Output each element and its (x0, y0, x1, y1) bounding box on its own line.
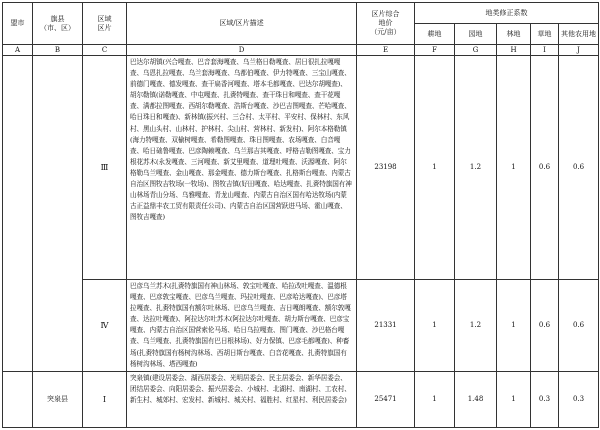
column-letter: H (497, 45, 531, 56)
land-price-table-sheet (2, 2, 598, 428)
table-row (3, 280, 599, 372)
forest-coef-cell: 1 (497, 280, 531, 372)
header-price: 区片综合 地价 （元/亩） (357, 3, 415, 45)
column-letter: C (83, 45, 127, 56)
header-row-1 (3, 3, 599, 24)
column-letter: D (127, 45, 357, 56)
land-price-table (2, 2, 599, 428)
header-garden: 园地 (455, 24, 497, 45)
header-grass: 草地 (531, 24, 559, 45)
price-cell: 25471 (357, 371, 415, 427)
other-coef-cell: 0.6 (559, 280, 599, 372)
garden-coef-cell: 1.2 (455, 280, 497, 372)
column-letter: B (33, 45, 83, 56)
farmland-coef-cell: 1 (415, 56, 455, 280)
table-row (3, 56, 599, 280)
zone-cell: Ⅳ (83, 280, 127, 372)
header-forest: 林地 (497, 24, 531, 45)
header-farmland: 耕地 (415, 24, 455, 45)
column-letter: I (531, 45, 559, 56)
column-letter: J (559, 45, 599, 56)
farmland-coef-cell: 1 (415, 371, 455, 427)
grass-coef-cell: 0.6 (531, 280, 559, 372)
farmland-coef-cell: 1 (415, 280, 455, 372)
header-description: 区域/区片描述 (127, 3, 357, 45)
column-letter: F (415, 45, 455, 56)
column-letter-row (3, 45, 599, 56)
garden-coef-cell: 1.2 (455, 56, 497, 280)
garden-coef-cell: 1.48 (455, 371, 497, 427)
header-county: 旗县 （市、区） (33, 3, 83, 45)
forest-coef-cell: 1 (497, 56, 531, 280)
price-cell: 21331 (357, 280, 415, 372)
zone-cell: Ⅲ (83, 56, 127, 280)
header-other: 其他农用地 (559, 24, 599, 45)
header-zone: 区域 区片 (83, 3, 127, 45)
other-coef-cell: 0.6 (559, 56, 599, 280)
column-letter: G (455, 45, 497, 56)
city-cell (3, 371, 33, 427)
header-coefficient-group: 地类修正系数 (415, 3, 599, 24)
description-cell: 突泉镇(建设居委会、湖西居委会、光明居委会、民主居委会、新华居委会、团结居委会、向阳居委会、振兴居委会、小城村、北湖村、南湖村、工农村、新生村、城郊村、宏发村、新城村、城关村、福胜村、红星村、利民居委会) (127, 371, 357, 427)
description-cell: 巴彦乌兰苏木(扎赉特旗国有神山林场、敦宝吐嘎查、哈拉改吐嘎查、温德根嘎查、巴彦敦宝嘎查、巴彦乌兰嘎查、玛拉吐嘎查、巴彦哈达嘎查)、巴彦塔拉嘎查、扎赉特旗国有额尔吐林场、巴彦乌兰嘎查、吉日嘎朗嘎查、额尔敦嘎查、达拉吐嘎查)、阿拉达尔吐苏木(阿拉达尔吐嘎查、胡力斯台嘎查、巴彦宝嘎查、内蒙古自治区国营索伦马场、哈日乌拉嘎查、图门嘎查、沙巴格台嘎查、乌兰嘎查、扎赉特旗国有巴日根林场)、好力保镇、巴彦毛都嘎查)、种畜场(扎赉特旗国有杨树沟林场、西胡日斯台嘎查、白音花嘎查、扎赉特旗国有杨树沟林场、塔西嘎查) (127, 280, 357, 372)
price-cell: 23198 (357, 56, 415, 280)
other-coef-cell: 0.3 (559, 371, 599, 427)
column-letter: A (3, 45, 33, 56)
column-letter: E (357, 45, 415, 56)
table-row (3, 371, 599, 427)
header-city: 盟市 (3, 3, 33, 45)
forest-coef-cell: 1 (497, 371, 531, 427)
county-cell: 突泉县 (33, 371, 83, 427)
county-cell (33, 56, 83, 372)
description-cell: 巴达尔胡镇(兴合嘎查、巴音套海嘎查、乌兰格日勒嘎查、居日很扎拉嘎嘎查、乌恩扎拉嘎查、乌兰套海嘎查、乌都伯嘎查、伊力特嘎查、三宝山嘎查、前德门嘎查、德发嘎查、查干扁香河嘎查、塔本毛都嘎查、巴达尔胡嘎查)、胡尔勒镇(诺勒嘎查、中屯嘎查、扎赉特嘎查、查干珠日和嘎查、查干花嘎查、满都拉图嘎查、西胡尔勒嘎查、浩斯台嘎查、沙巴吉图嘎查、芒哈嘎查、哈日珠日和嘎查)、新林镇(振兴村、三合村、太平村、平安村、保林村、东风村、黑山头村、山林村、护林村、尖山村、营林村、新发村)、阿尔本格勒镇(海力特嘎查、双榆树嘎查、希勒图嘎查、珠日图嘎查、农场嘎查、白音嘎查、哈日础鲁嘎查、巴彦陶赖嘎查、乌兰那吉其嘎查、呼格吉勒图嘎查、宝力根花苏木(永发嘎查、三河嘎查、新艾里嘎查、道理吐嘎查、沃源嘎查、阿尔格勒乌兰嘎查、金山嘎查、那金嘎查、德力斯台嘎查、扎格斯台嘎查、内蒙古自治区图牧吉牧场(一牧场)、图牧吉镇(好田嘎查、哈达嘎查、扎赉特旗国有神山林场青山分场、乌雅嘎查、青龙山嘎查、内蒙古自治区国有哈达牧场(内蒙古正益鼎丰农工贸有限责任公司)、内蒙古自治区国营跃进马场、霍山嘎查、图牧吉嘎查) (127, 56, 357, 280)
zone-cell: Ⅰ (83, 371, 127, 427)
city-cell (3, 56, 33, 372)
grass-coef-cell: 0.6 (531, 56, 559, 280)
grass-coef-cell: 0.3 (531, 371, 559, 427)
